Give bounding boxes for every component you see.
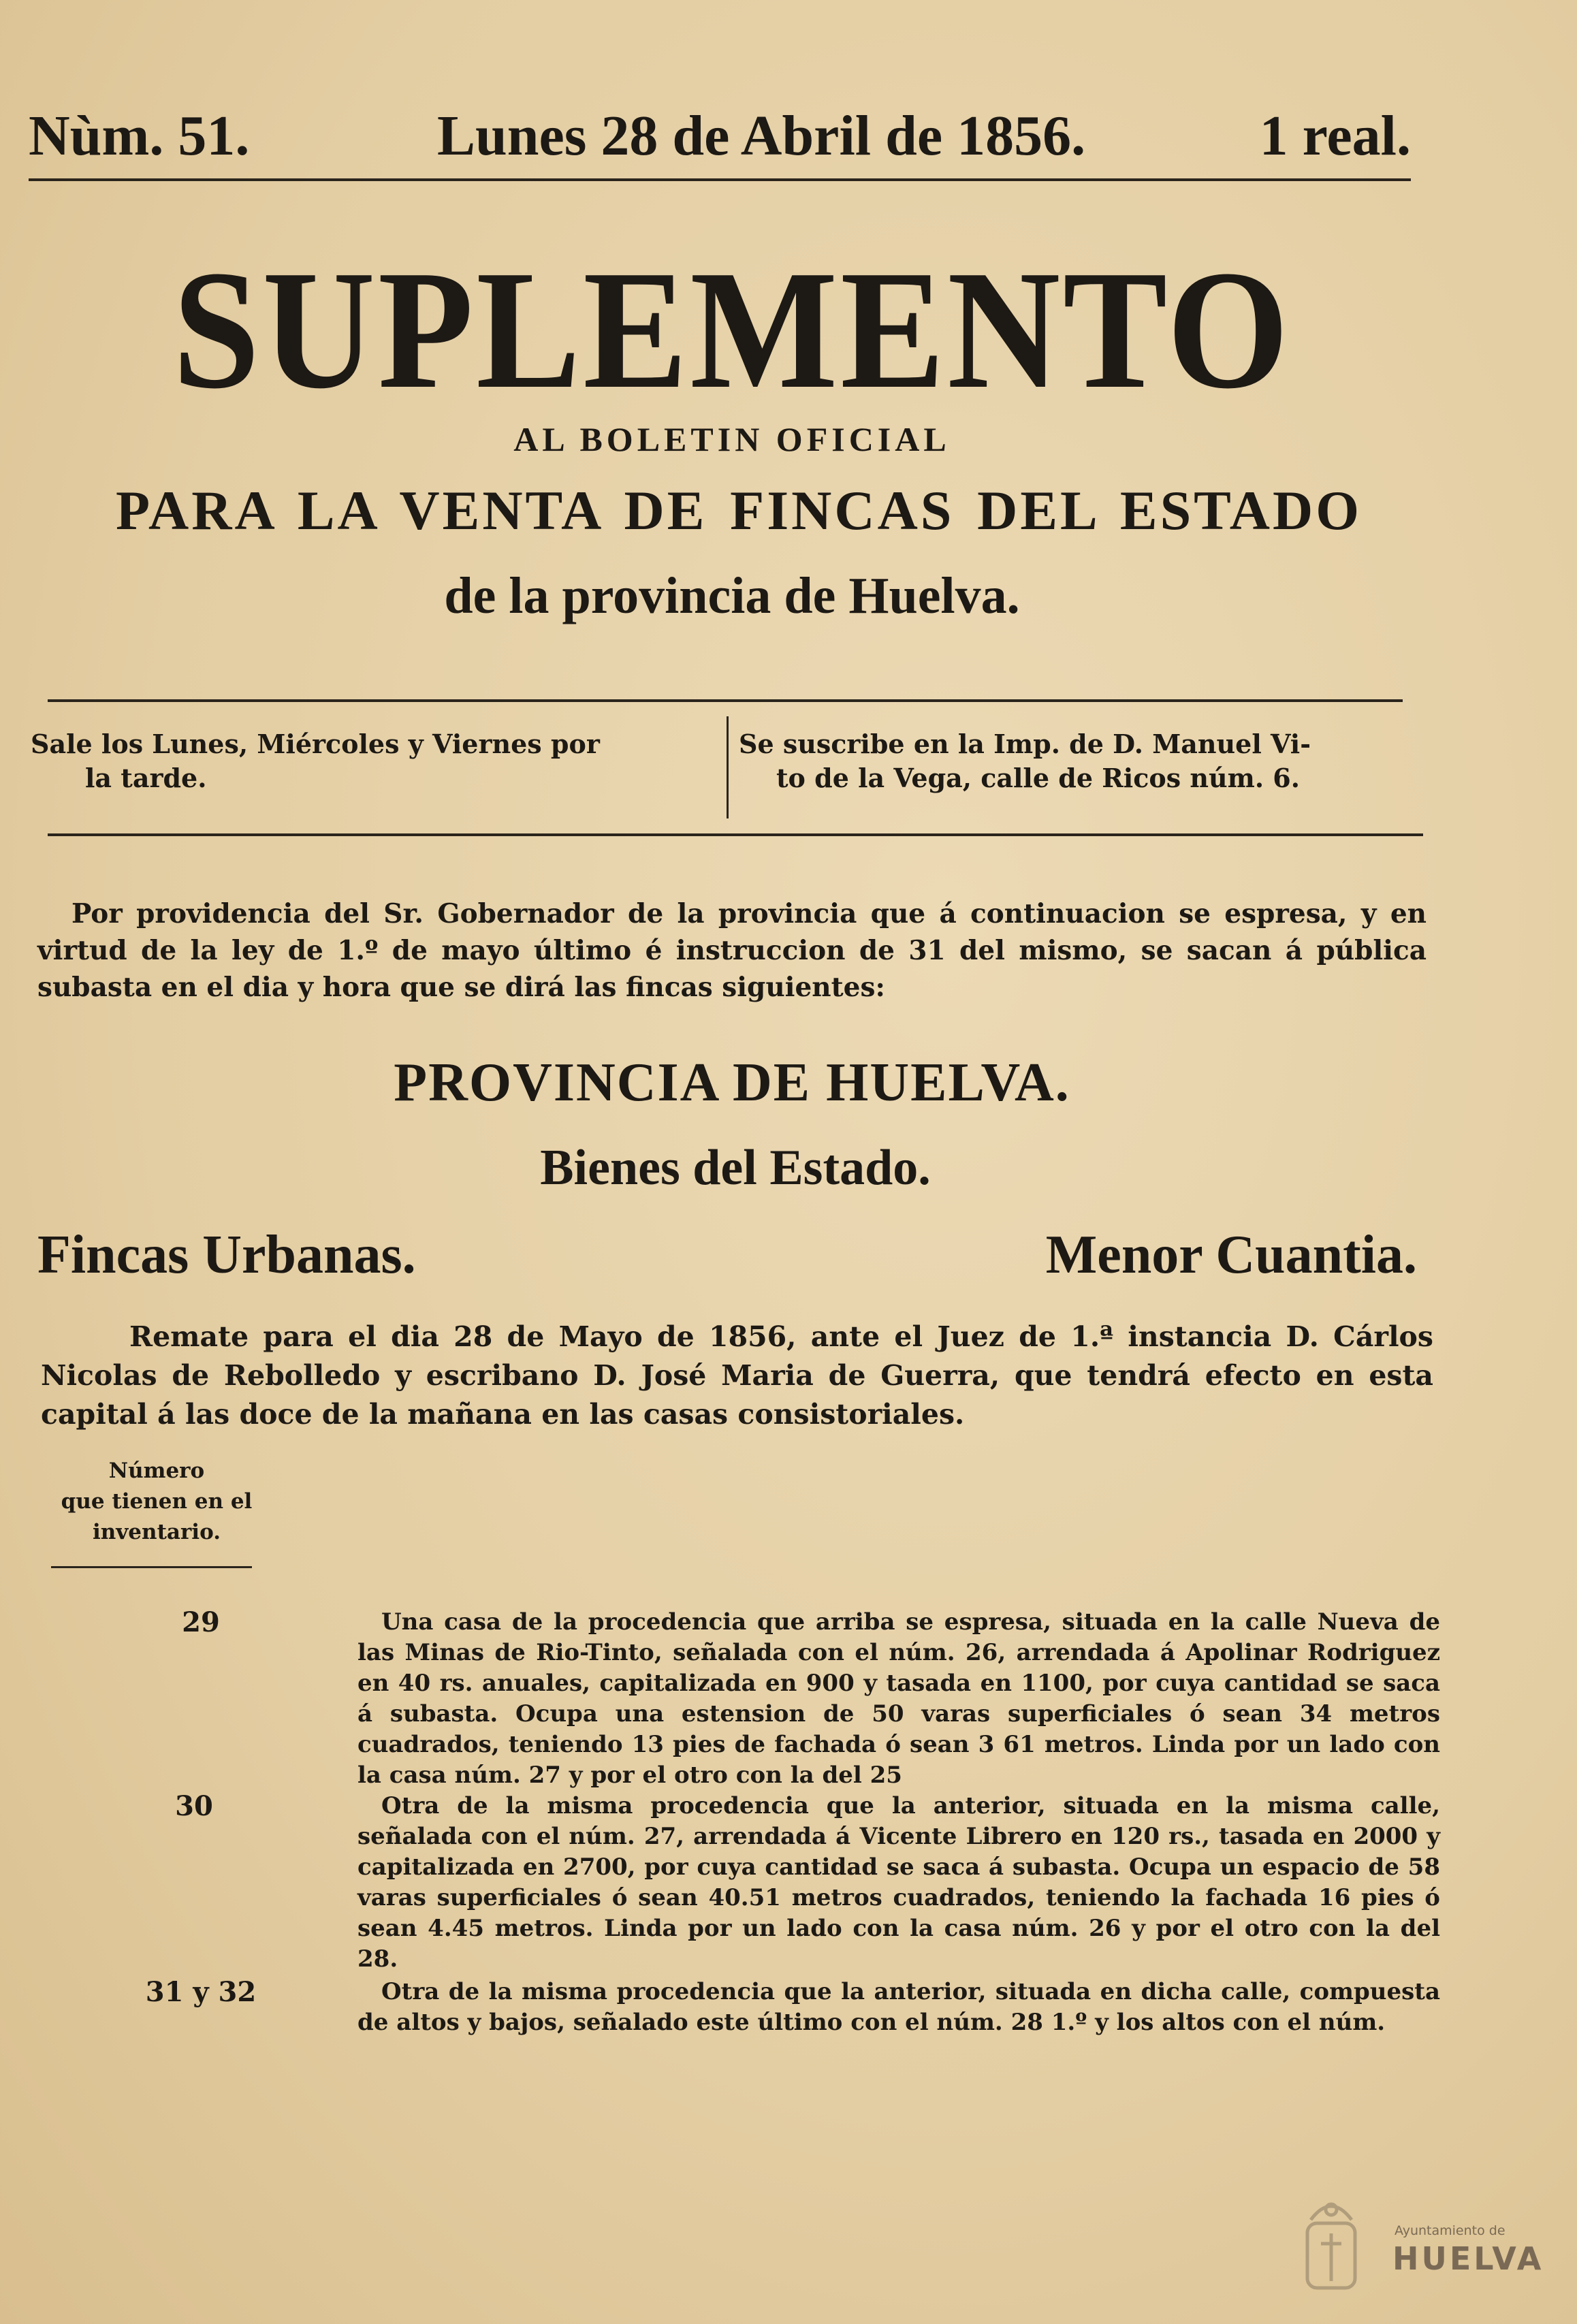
inventory-header-rule (51, 1566, 252, 1568)
entry-number: 31 y 32 (145, 1976, 257, 2008)
section-heading-provincia: PROVINCIA DE HUELVA. (394, 1053, 1070, 1113)
title-line: PARA LA VENTA DE FINCAS DEL ESTADO (116, 479, 1362, 541)
section-heading-bienes: Bienes del Estado. (540, 1140, 931, 1196)
title-province: de la provincia de Huelva. (444, 567, 1020, 624)
intro-paragraph: Por providencia del Sr. Gobernador de la provincia que á continuacion se espresa, y en virtud de la ley de 1.º de mayo último é instruccion de 31 del mismo, se sacan á pública subasta en el dia y hora que se dirá las fincas siguientes: (37, 898, 1427, 1003)
subscription-line-2: to de la Vega, calle de Ricos núm. 6. (776, 763, 1300, 793)
entry-text: Otra de la misma procedencia que la anterior, situada en la misma calle, señalada con el núm. 27, arrendada á Vicente Librero en 120 rs., tasada en 2000 y capitalizada en 2700, por cuya cantidad se saca á subasta. Ocupa un espacio de 58 varas superficiales ó sean 40.51 metros cuadrados, teniendo la fachada 16 pies ó sean 4.45 metros. Linda por un lado con la casa núm. 26 y por el otro con la del 28. (357, 1792, 1440, 1973)
info-rule-bottom (48, 833, 1423, 836)
section-heading-cuantia: Menor Cuantia. (1045, 1225, 1417, 1285)
masthead (29, 102, 1411, 170)
schedule-line-2: la tarde. (85, 763, 207, 793)
subtitle: AL BOLETIN OFICIAL (513, 420, 951, 458)
watermark-label: Ayuntamiento de (1395, 2223, 1506, 2238)
entry-number: 30 (175, 1790, 213, 1822)
info-column-divider (727, 716, 729, 818)
watermark-name: HUELVA (1392, 2240, 1544, 2277)
entry-number: 29 (182, 1606, 220, 1638)
inventory-column-header (48, 1456, 266, 1548)
inventory-header-line-3: inventario. (92, 1520, 221, 1544)
auction-paragraph: Remate para el dia 28 de Mayo de 1856, ante el Juez de 1.ª instancia D. Cárlos Nicolas de Rebolledo y escribano D. José Maria de Guerra, que tendrá efecto en esta capital á las doce de la mañana en las casas consistoriales. (41, 1320, 1433, 1431)
subscription-line-1: Se suscribe en la Imp. de D. Manuel Vi- (739, 729, 1311, 759)
schedule-line-1: Sale los Lunes, Miércoles y Viernes por (31, 729, 600, 759)
section-heading-fincas: Fincas Urbanas. (37, 1225, 416, 1285)
inventory-header-line-2: que tienen en el (61, 1489, 253, 1514)
inventory-header-line-1: Número (108, 1459, 205, 1483)
entry-text: Una casa de la procedencia que arriba se espresa, situada en la calle Nueva de las Minas de Rio-Tinto, señalada con el núm. 26, arrendada á Apolinar Rodriguez en 40 rs. anuales, capitalizada en 900 y tasada en 1100, por cuya cantidad se saca á subasta. Ocupa una estension de 50 varas superficiales ó sean 34 metros cuadrados, teniendo 13 pies de fachada ó sean 3 61 metros. Linda por un lado con la casa núm. 27 y por el otro con la del 25 (357, 1608, 1440, 1789)
issue-date: Lunes 28 de Abril de 1856. (437, 104, 1086, 168)
info-rule-top (48, 699, 1403, 702)
issue-price: 1 real. (1259, 104, 1411, 168)
publication-schedule (31, 727, 712, 795)
subscription-info (739, 727, 1420, 795)
page-title: SUPLEMENTO (172, 236, 1292, 424)
entry-text: Otra de la misma procedencia que la anterior, situada en dicha calle, compuesta de altos y bajos, señalado este último con el núm. 28 1.º y los altos con el núm. (357, 1978, 1440, 2036)
masthead-rule (29, 178, 1411, 181)
issue-number: Nùm. 51. (29, 104, 250, 168)
